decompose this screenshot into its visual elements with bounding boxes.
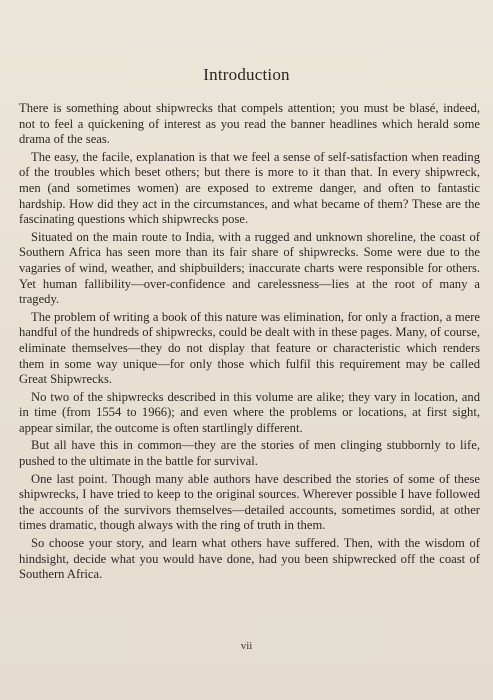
paragraph-8: So choose your story, and learn what others have suffered. Then, with the wisdom of hindsight, decide what you would have done, had you been shipwrecked off the coast of Southern Africa. (19, 536, 480, 582)
paragraph-4: The problem of writing a book of this nature was elimination, for only a fraction, a mere handful of the hundreds of shipwrecks, could be dealt with in these pages. Many, of course, eliminate themselves—they do not display that feature or characteristic which renders them in some way unique—for only those which fulfil this requirement may be called Great Shipwrecks. (19, 309, 480, 387)
paragraph-7: One last point. Though many able authors have described the stories of some of these shipwrecks, I have tried to keep to the original sources. Wherever possible I have followed the accounts of the survivors themselves—detailed accounts, sometimes sordid, at other times dramatic, though always with the ring of truth in them. (19, 471, 480, 533)
body-text (19, 101, 480, 585)
page-number: vii (240, 640, 253, 652)
paragraph-2: The easy, the facile, explanation is that we feel a sense of self-satisfaction when reading of the troubles which beset others; but there is more to it than that. In every shipwreck, men (and sometimes women) are exposed to extreme danger, and often to fantastic hardship. How did they act in the circumstances, and what became of them? These are the fascinating questions which shipwrecks pose. (19, 149, 480, 227)
page-title: Introduction (203, 65, 290, 84)
paragraph-5: No two of the shipwrecks described in this volume are alike; they vary in location, and in time (from 1554 to 1966); and even where the problems or locations, at first sight, appear similar, the outcome is often startlingly different. (19, 389, 480, 435)
paragraph-3: Situated on the main route to India, with a rugged and unknown shoreline, the coast of Southern Africa has seen more than its fair share of shipwrecks. Some were due to the vagaries of wind, weather, and shipbuilders; inaccurate charts were responsible for others. Yet human fallibility—over-confidence and carelessness—lies at the root of many a tragedy. (19, 229, 480, 307)
paragraph-6: But all have this in common—they are the stories of men clinging stubbornly to life, pushed to the ultimate in the battle for survival. (19, 438, 480, 469)
paragraph-1: There is something about shipwrecks that compels attention; you must be blasé, indeed, not to feel a quickening of interest as you read the banner headlines which herald some drama of the seas. (19, 101, 480, 147)
